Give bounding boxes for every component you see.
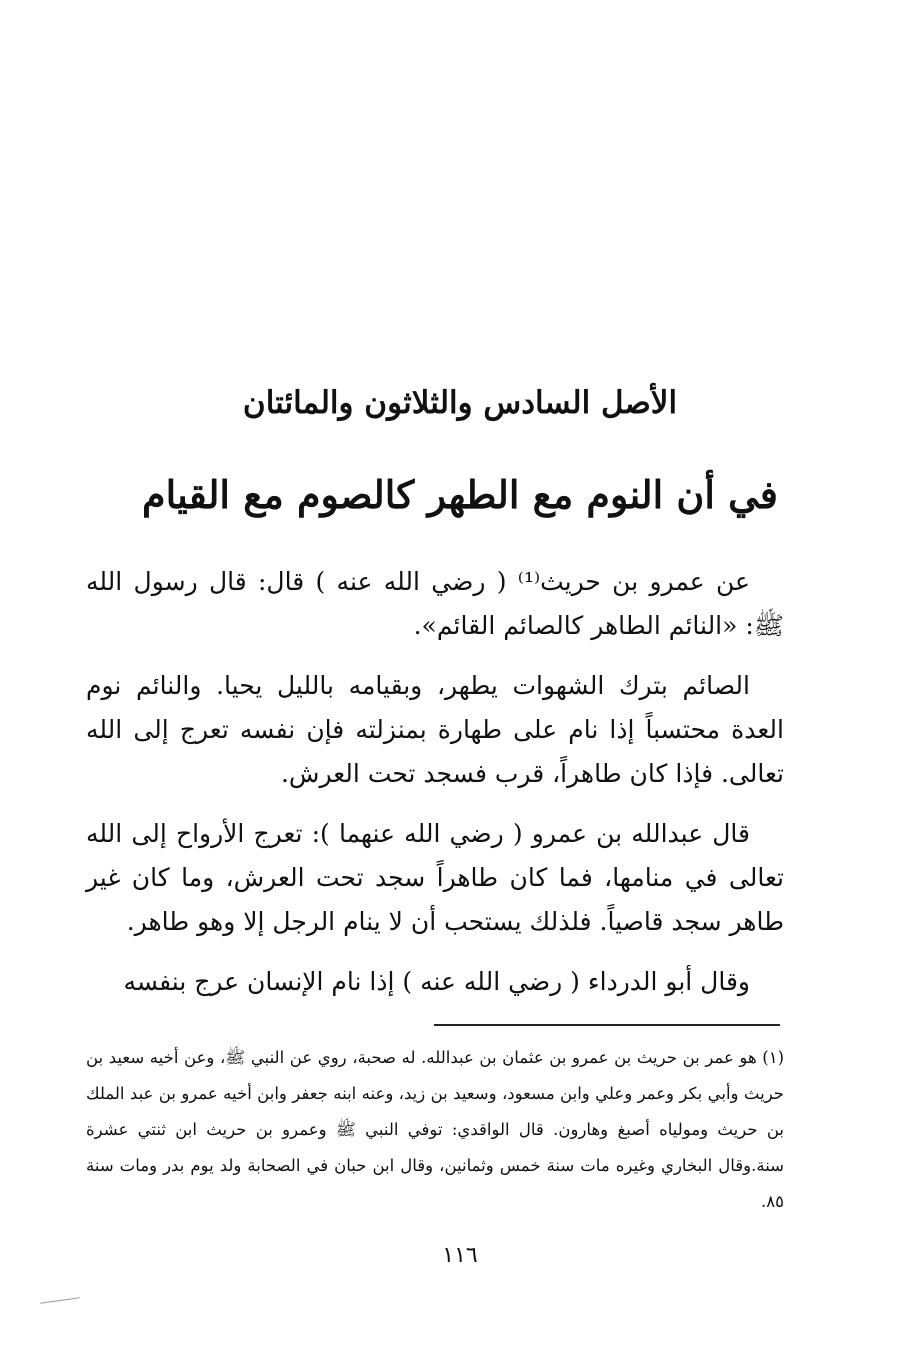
chapter-subtitle: في أن النوم مع الطهر كالصوم مع القيام <box>142 472 778 517</box>
page-number: ١١٦ <box>442 1243 478 1268</box>
body-text <box>86 560 784 1020</box>
footnote: (١) هو عمر بن حريث بن عمرو بن عثمان بن عبدالله. له صحبة، روي عن النبي ﷺ، وعن أخيه سعيد بن حريث وأبي بكر وعمر وعلي وابن مسعود، وسعيد بن زيد، وعنه ابنه جعفر وابن أخيه عمرو بن عبد الملك بن حريث ومولياه أصبغ وهارون. قال الواقدي: توفي النبي ﷺ وعمرو بن حريث ابن ثنتي عشرة سنة.وقال البخاري وغيره مات سنة خمس وثمانين، وقال ابن حبان في الصحابة ولد يوم بدر ومات سنة ٨٥. <box>86 1048 784 1211</box>
footnote-divider <box>434 1024 780 1026</box>
scan-mark <box>40 1297 80 1304</box>
paragraph-4: وقال أبو الدرداء ( رضي الله عنه ) إذا نام الإنسان عرج بنفسه <box>123 967 750 996</box>
paragraph-2: الصائم بترك الشهوات يطهر، وبقيامه بالليل يحيا. والنائم نوم العدة محتسباً إذا نام على طهارة بمنزلته فإن نفسه تعرج إلى الله تعالى. فإذا كان طاهراً، قرب فسجد تحت العرش. <box>86 671 784 788</box>
paragraph-1: عن عمرو بن حريث⁽¹⁾ ( رضي الله عنه ) قال: قال رسول الله ﷺ: «النائم الطاهر كالصائم القائم». <box>86 567 784 640</box>
chapter-title: الأصل السادس والثلاثون والمائتان <box>242 385 678 421</box>
paragraph-3: قال عبدالله بن عمرو ( رضي الله عنهما ): تعرج الأرواح إلى الله تعالى في منامها، فما كان طاهراً سجد تحت العرش، وما كان غير طاهر سجد قاصياً. فلذلك يستحب أن لا ينام الرجل إلا وهو طاهر. <box>86 819 784 936</box>
